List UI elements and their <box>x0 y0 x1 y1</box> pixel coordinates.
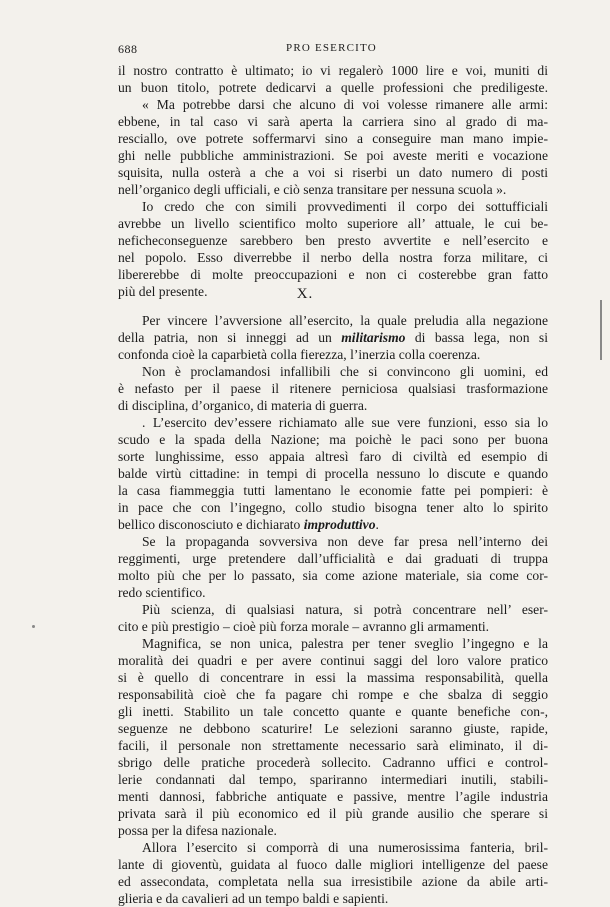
page-header <box>118 42 548 58</box>
text-line: glieria e da cavalieri ad un tempo baldi e sapienti. <box>118 891 389 906</box>
text-line: resciallo, ove potrete soffermarvi sino a conseguire man mano impie- <box>118 131 548 146</box>
text-line: privata sarà il più economico ed il più grande ausilio che sperare si <box>118 806 548 821</box>
text-line: lante di gioventù, guidata al fuoco dalle migliori intelligenze del paese <box>118 857 548 872</box>
text-line: moralità dei quadri e per avere continui saggi del loro valore pratico <box>118 653 548 668</box>
text-line: scudo e la spada della Nazione; ma poichè le paci sono per buona <box>118 432 548 447</box>
text-line: sbrigo delle pratiche procederà sollecito. Cadranno uffici e control- <box>118 755 548 770</box>
text-line: un buon titolo, potrete dedicarvi a quelle professioni che prediligeste. <box>118 80 548 95</box>
text-line: Se la propaganda sovversiva non deve far presa nell’interno dei <box>142 534 548 549</box>
text-line: ed assecondata, completata nella sua irresistibile azione da abile arti- <box>118 874 548 889</box>
text-line: Io credo che con simili provvedimenti il corpo dei sottufficiali <box>142 199 548 214</box>
text-line: ghi nelle pubbliche amministrazioni. Se poi aveste meriti e vocazione <box>118 148 548 163</box>
text-line: Magnifica, se non unica, palestra per tener sveglio l’ingegno e la <box>142 636 548 651</box>
emphasis-text: militarismo <box>341 330 406 345</box>
text-line: neficheconseguenze sarebbero ben presto avvertite e nell’esercito e <box>118 233 548 248</box>
text-line: libererebbe di molte preoccupazioni e non ci costerebbe gran fatto <box>118 267 548 282</box>
text-line: nel popolo. Esso diverrebbe il nerbo della nostra forza militare, ci <box>118 250 548 265</box>
text-line: balde virtù cittadine: in tempi di procella nessuno lo discute e quando <box>118 466 548 481</box>
text-line: ebbene, in tal caso vi sarà aperta la carriera sino al grado di ma- <box>118 114 548 129</box>
text-line: molto più che per lo passato, sia come azione materiale, sia come cor- <box>118 568 548 583</box>
section-title: X. <box>296 286 314 302</box>
text-line: nell’organico degli ufficiali, e ciò senza transitare per nessuna scuola ». <box>118 182 507 197</box>
text-line: lerie condannati dal tempo, spariranno intermediari inutili, stabili- <box>118 772 548 787</box>
scan-mark-left <box>32 625 35 628</box>
emphasis-text: improduttivo <box>303 517 376 532</box>
text-line: . L’esercito dev’essere richiamato alle sue vere funzioni, esso sia lo <box>142 415 548 430</box>
text-line: di disciplina, d’organico, di materia di guerra. <box>118 398 368 413</box>
text-line: la casa fiammeggia tutti lamentano le economie fatte pei pompieri: è <box>118 483 548 498</box>
text-line: in pace che con l’ingegno, collo studio bisogna tener alto lo spirito <box>118 500 548 515</box>
text-line: della patria, non si inneggi ad un militarismo di bassa lega, non si <box>118 330 548 345</box>
text-line: gli inetti. Stabilito un tale concetto quante e quante benefiche con-, <box>118 704 548 719</box>
text-line: reggimenti, urge pretendere dall’ufficialità e dai graduati di truppa <box>118 551 548 566</box>
text-line: cito e più prestigio – cioè più forza morale – avranno gli armamenti. <box>118 619 490 634</box>
text-line: Per vincere l’avversione all’esercito, la quale preludia alla negazione <box>142 313 548 328</box>
page-number: 688 <box>118 42 138 56</box>
text-line: menti dannosi, fabbriche antiquate e passive, mentre l’agile industria <box>118 789 548 804</box>
text-line: « Ma potrebbe darsi che alcuno di voi volesse rimanere alle armi: <box>142 97 548 112</box>
text-line: avrebbe un livello scientifico molto superiore all’ attuale, le cui be- <box>118 216 548 231</box>
text-line: è nefasto per il paese il ritenere perniciosa qualsiasi trasformazione <box>118 381 548 396</box>
text-line: responsabilità cioè che fa pagare chi rompe e che sbalza di seggio <box>118 687 548 702</box>
text-line: possa per la difesa nazionale. <box>118 823 277 838</box>
text-line: il nostro contratto è ultimato; io vi regalerò 1000 lire e voi, muniti di <box>118 63 548 78</box>
text-line: Non è proclamandosi infallibili che si convincono gli uomini, ed <box>142 364 548 379</box>
scan-mark-right <box>600 300 602 360</box>
text-line: Allora l’esercito si comporrà di una numerosissima fanteria, bril- <box>142 840 548 855</box>
text-line: redo scientifico. <box>118 585 206 600</box>
text-line: più del presente. <box>118 284 208 299</box>
text-line: confonda cioè la caparbietà colla fierezza, l’inerzia colla coerenza. <box>118 347 481 362</box>
text-line: squisita, nulla osterà a che a voi si riserbi un dato numero di posti <box>118 165 548 180</box>
text-line: seguenze ne debbono scaturire! Le selezioni saranno giuste, rapide, <box>118 721 548 736</box>
text-line: sorte lunghissime, esso appaia altresì faro di civiltà ed esempio di <box>118 449 548 464</box>
text-line: si è quello di concentrare in essi la massima responsabilità, quella <box>118 670 548 685</box>
text-line: bellico disconosciuto e dichiarato improduttivo. <box>118 517 379 532</box>
text-line: Più scienza, di qualsiasi natura, si potrà concentrare nell’ eser- <box>142 602 548 617</box>
text-line: facili, il personale non strettamente necessario sarà eliminato, il di- <box>118 738 548 753</box>
running-title: PRO ESERCITO <box>286 42 377 54</box>
